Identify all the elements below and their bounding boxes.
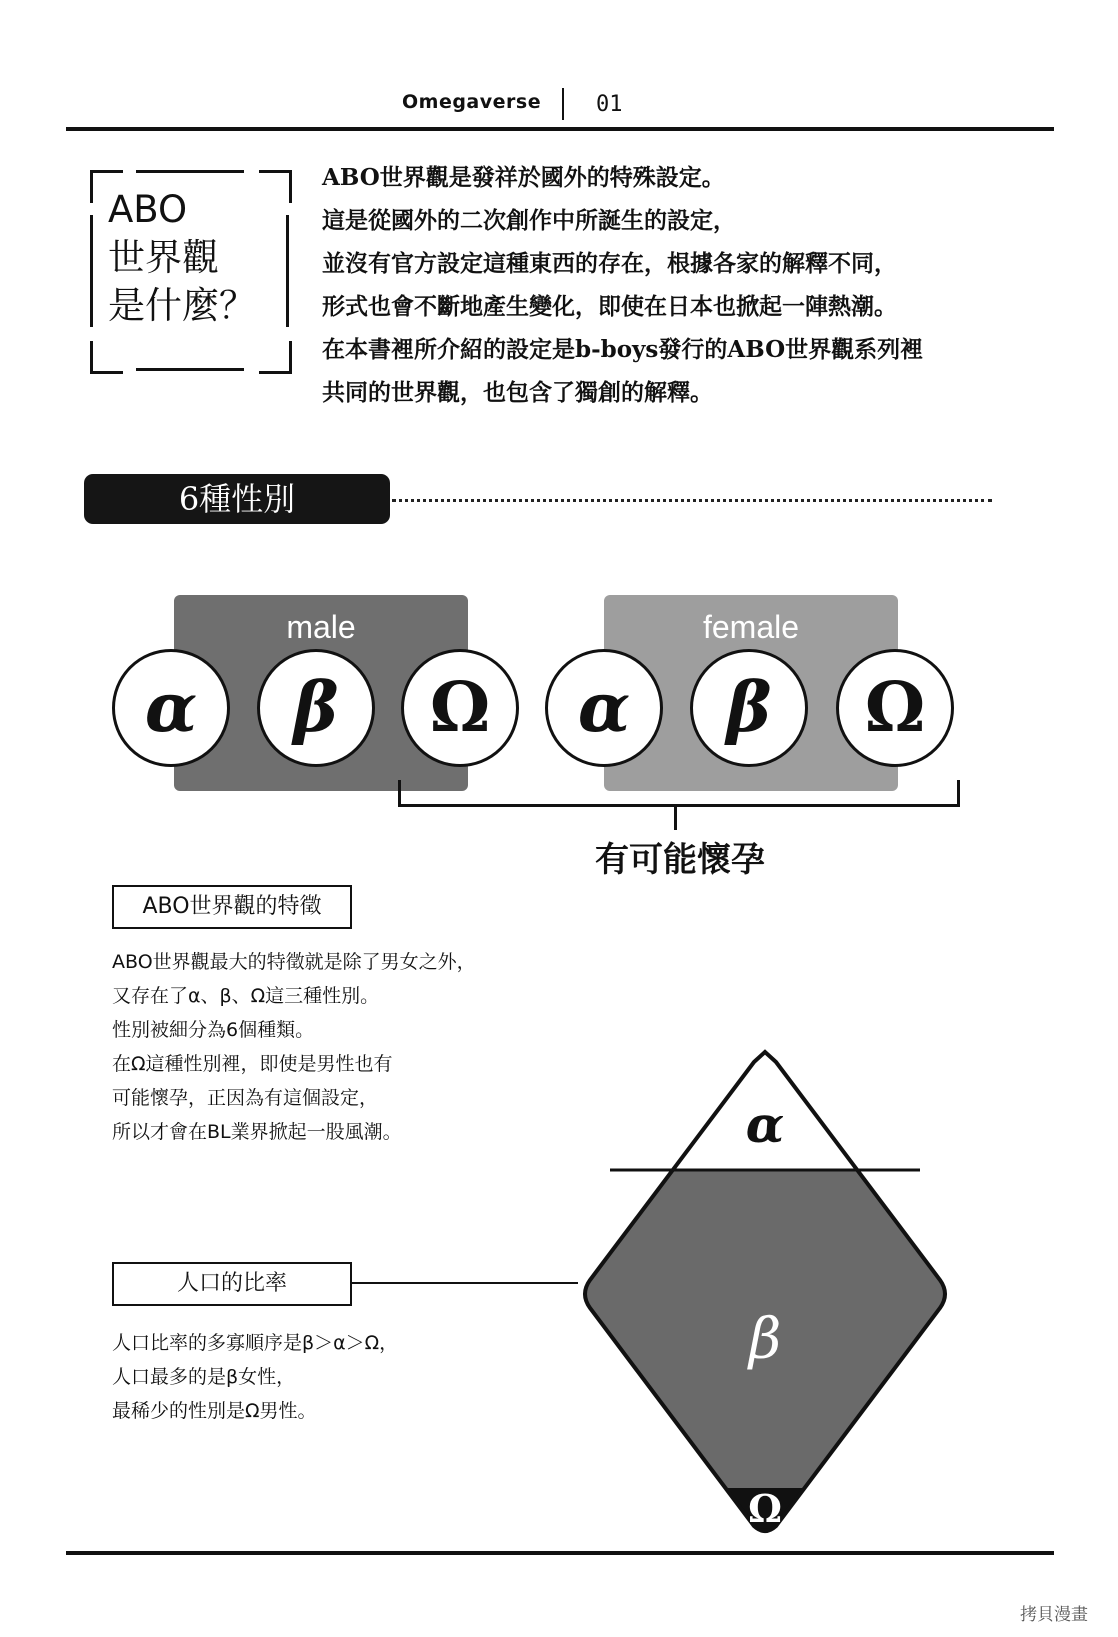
population-line: 最稀少的性別是Ω男性。: [112, 1400, 317, 1422]
question-title: [108, 186, 278, 330]
page-number: 01: [596, 92, 623, 117]
male-alpha-circle: α: [112, 649, 230, 767]
intro-paragraph: [322, 156, 1052, 414]
question-title-line: 是什麼？: [108, 284, 256, 327]
features-line: 又存在了α、β、Ω這三種性別。: [112, 985, 380, 1007]
section-heading-label: 6種性別: [178, 480, 296, 518]
features-label: ABO世界觀的特徵: [112, 885, 352, 929]
section-dotted-rule: [392, 499, 992, 502]
diamond-beta-label: β: [748, 1307, 782, 1372]
population-label: 人口的比率: [112, 1262, 352, 1306]
population-line: 人口比率的多寡順序是β＞α＞Ω，: [112, 1332, 399, 1354]
male-group-label: male: [286, 609, 356, 645]
question-title-line: 世界觀: [108, 236, 219, 279]
pregnancy-label: 有可能懷孕: [595, 840, 765, 880]
question-title-line: ABO: [108, 188, 188, 231]
intro-line: 在本書裡所介紹的設定是b-boys發行的ABO世界觀系列裡: [322, 336, 924, 363]
features-line: 在Ω這種性別裡，即使是男性也有: [112, 1053, 393, 1075]
header-rule: [66, 127, 1054, 131]
header-separator: [562, 88, 564, 120]
intro-line: ABO世界觀是發祥於國外的特殊設定。: [322, 164, 725, 191]
male-omega-circle: Ω: [401, 649, 519, 767]
female-beta-circle: β: [690, 649, 808, 767]
diamond-alpha-label: α: [745, 1095, 785, 1154]
intro-line: 並沒有官方設定這種東西的存在，根據各家的解釋不同，: [322, 250, 897, 277]
features-line: ABO世界觀最大的特徵就是除了男女之外，: [112, 951, 476, 973]
population-diamond: [570, 1040, 960, 1540]
pregnancy-bracket-stem: [674, 804, 677, 830]
question-box-bottom-edge: [136, 368, 244, 371]
question-box-top-edge: [136, 170, 244, 173]
population-line: 人口最多的是β女性，: [112, 1366, 296, 1388]
question-box-left-edge: [90, 215, 93, 327]
section-heading: [84, 474, 390, 524]
features-line: 可能懷孕，正因為有這個設定，: [112, 1087, 379, 1109]
population-paragraph: [112, 1326, 398, 1428]
intro-line: 共同的世界觀，也包含了獨創的解釋。: [322, 379, 713, 406]
female-omega-circle: Ω: [836, 649, 954, 767]
features-line: 性別被細分為6個種類。: [112, 1019, 315, 1041]
intro-line: 這是從國外的二次創作中所誕生的設定，: [322, 207, 736, 234]
book-title: Omegaverse: [402, 91, 542, 113]
intro-line: 形式也會不斷地產生變化，即使在日本也掀起一陣熱潮。: [322, 293, 897, 320]
corner-bottom-left: [90, 341, 123, 374]
diamond-omega-label: Ω: [748, 1486, 782, 1531]
population-connector-line: [352, 1282, 578, 1284]
male-beta-circle: β: [257, 649, 375, 767]
features-line: 所以才會在BL業界掀起一股風潮。: [112, 1121, 402, 1143]
footer-rule: [66, 1551, 1054, 1555]
female-alpha-circle: α: [545, 649, 663, 767]
female-group-label: female: [702, 609, 800, 645]
question-box-right-edge: [286, 215, 289, 327]
pregnancy-bracket: [398, 780, 960, 807]
watermark: 拷貝漫畫: [1020, 1605, 1088, 1625]
features-paragraph: [112, 945, 476, 1149]
corner-bottom-right: [259, 341, 292, 374]
